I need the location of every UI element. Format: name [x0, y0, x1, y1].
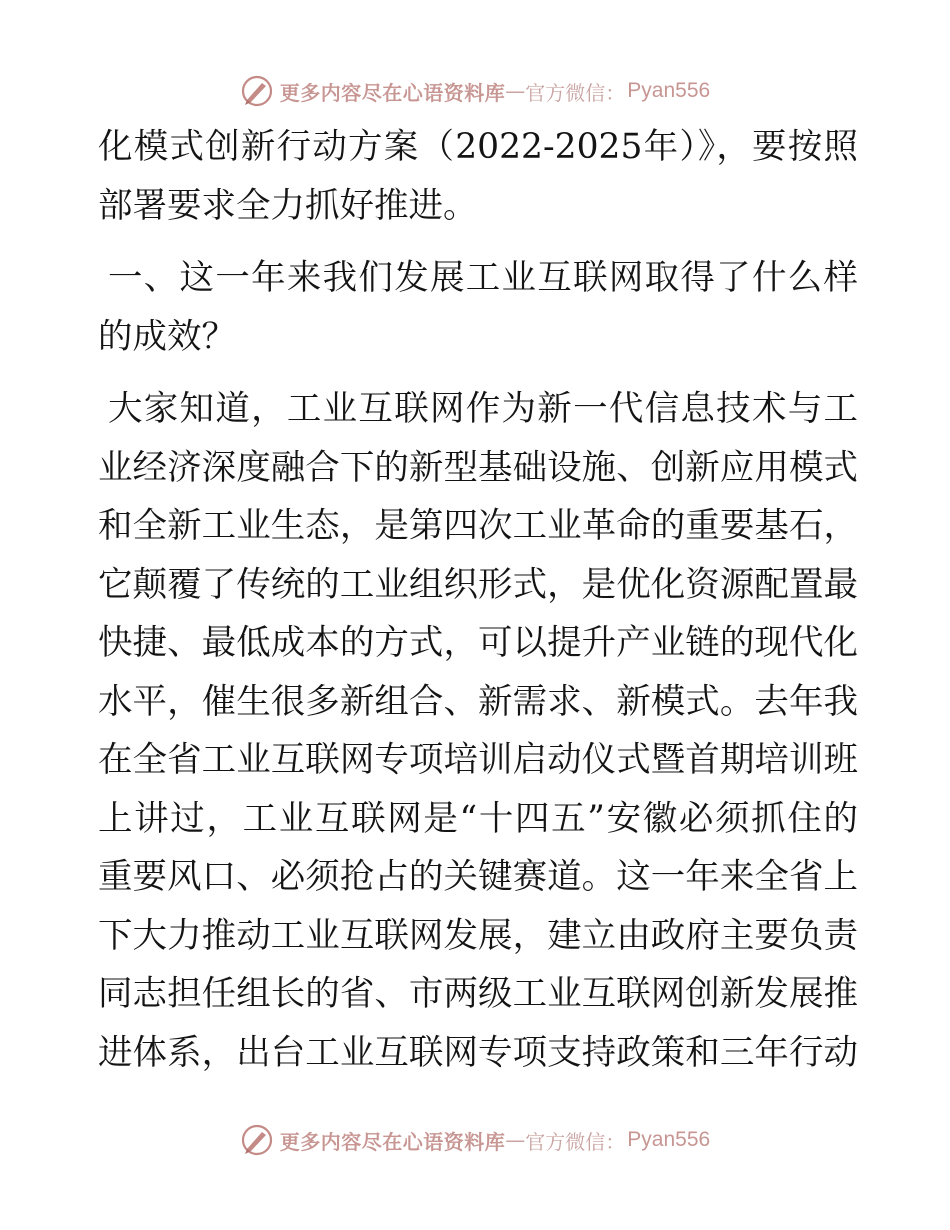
text-line: 的成效？	[98, 316, 236, 357]
text-line: 一、这一年来我们发展工业互联网取得了什么样	[108, 258, 858, 298]
text-line: 上讲过，工业互联网是“十四五”安徽必须抓住的	[98, 798, 858, 839]
pen-logo-icon	[240, 74, 274, 108]
watermark-label: 官方微信：	[525, 1129, 626, 1154]
text-line: 业经济深度融合下的新型基础设施、创新应用模式	[98, 447, 858, 488]
text-line: 进体系，出台工业互联网专项支持政策和三年行动	[98, 1032, 858, 1073]
text-line: 重要风口、必须抢占的关键赛道。这一年来全省上	[98, 857, 858, 897]
document-body	[98, 118, 858, 1096]
text-line: 和全新工业生态，是第四次工业革命的重要基石，	[98, 506, 858, 546]
watermark-footer	[0, 1120, 950, 1160]
watermark-separator: —	[505, 79, 526, 103]
text-line: 在全省工业互联网专项培训启动仪式暨首期培训班	[98, 740, 858, 780]
paragraph-1	[98, 118, 858, 235]
watermark-header	[0, 71, 950, 111]
pen-logo-icon	[240, 1123, 274, 1157]
text-line: 水平，催生很多新组合、新需求、新模式。去年我	[98, 681, 858, 722]
watermark-id: Pyan556	[627, 79, 711, 102]
text-line: 大家知道，工业互联网作为新一代信息技术与工	[108, 389, 858, 429]
watermark-separator: —	[505, 1128, 526, 1152]
watermark-label: 官方微信：	[525, 80, 626, 105]
paragraph-3	[98, 380, 858, 1082]
watermark-id: Pyan556	[627, 1128, 711, 1151]
text-line: 部署要求全力抓好推进。	[98, 185, 478, 226]
watermark-main-text: 更多内容尽在心语资料库	[279, 80, 506, 105]
section-heading	[98, 249, 858, 366]
text-line: 下大力推动工业互联网发展，建立由政府主要负责	[98, 915, 858, 956]
text-line: 它颠覆了传统的工业组织形式，是优化资源配置最	[98, 564, 858, 605]
text-line: 同志担任组长的省、市两级工业互联网创新发展推	[98, 974, 858, 1014]
watermark-main-text: 更多内容尽在心语资料库	[279, 1129, 506, 1154]
text-line: 快捷、最低成本的方式，可以提升产业链的现代化	[98, 623, 858, 663]
text-line: 化模式创新行动方案（2022-2025年）》，要按照	[98, 127, 858, 167]
